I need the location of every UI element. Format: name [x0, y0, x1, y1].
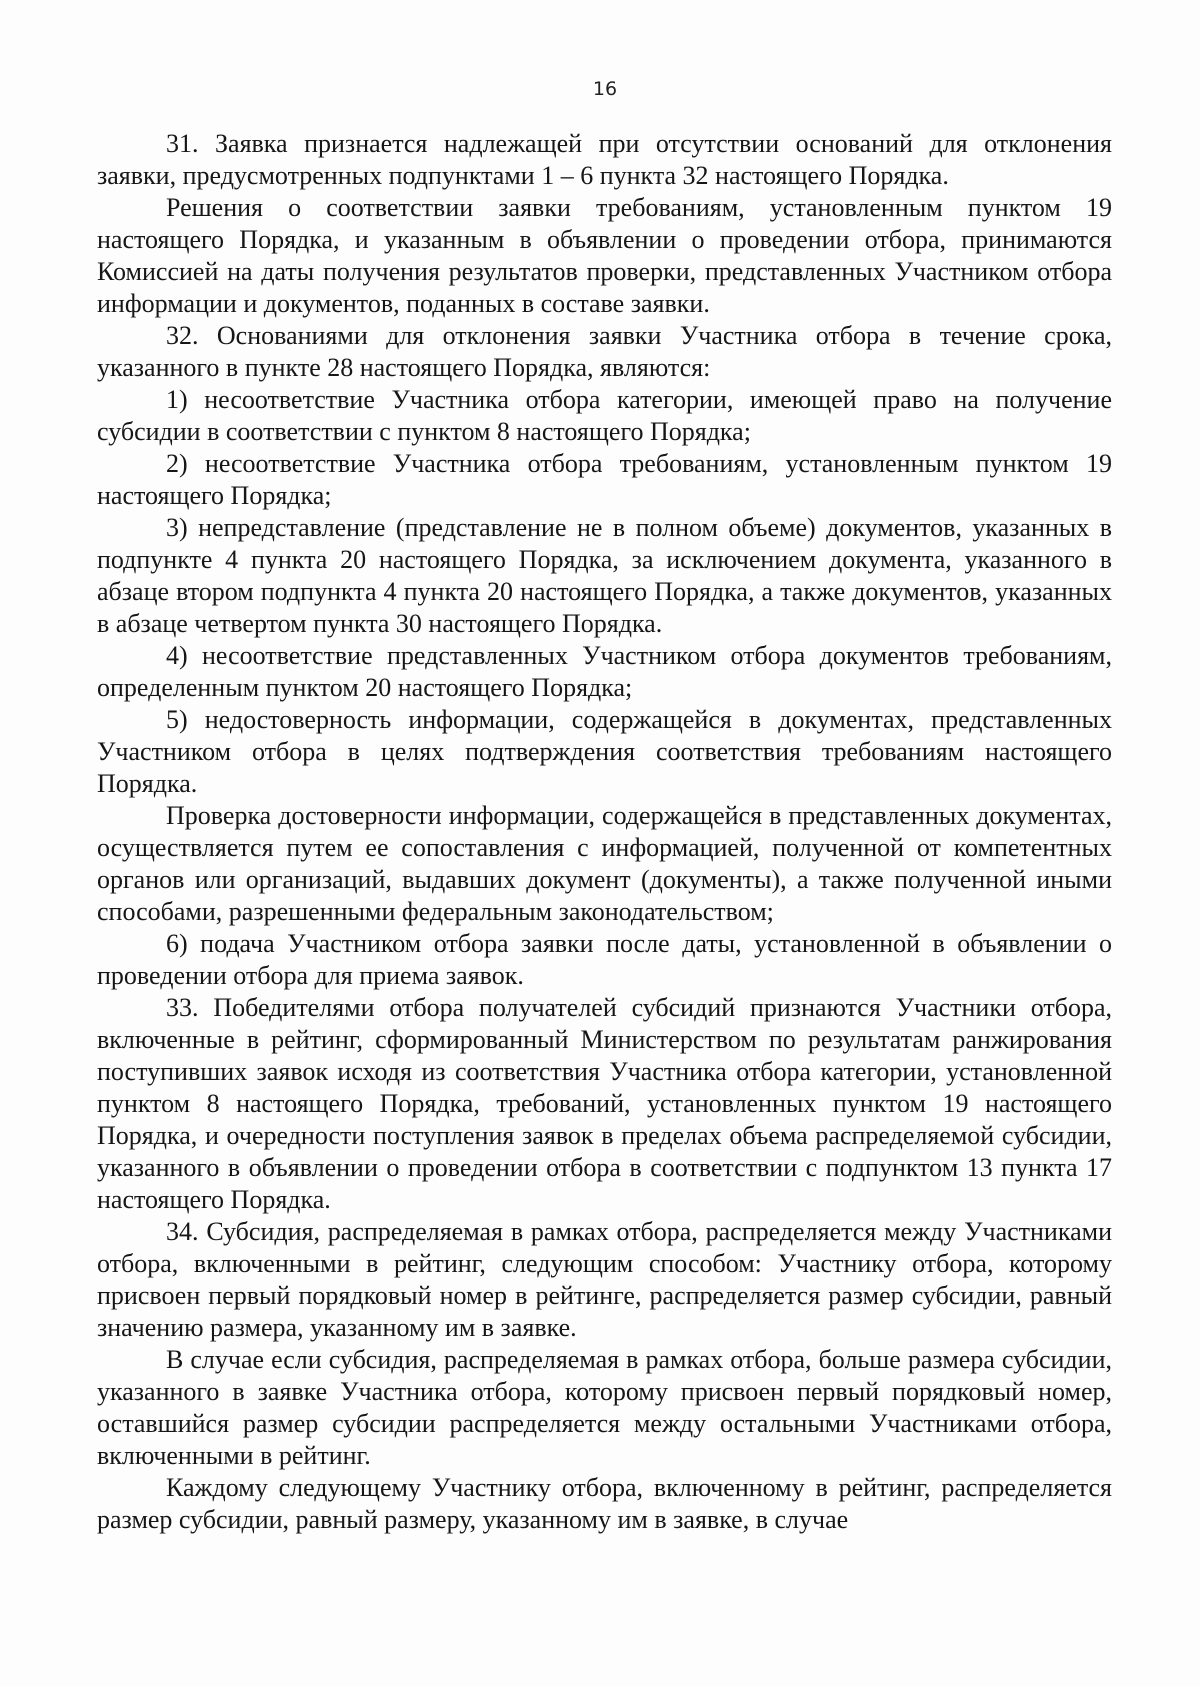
- list-item-4: 4) несоответствие представленных Участником отбора документов требованиям, определенным пунктом 20 настоящего Порядка;: [97, 641, 1112, 702]
- paragraph-34: 34. Субсидия, распределяемая в рамках отбора, распределяется между Участниками отбора, включенными в рейтинг, следующим способом: Участнику отбора, которому присвоен первый порядковый номер в рейтинге, распределяется размер субсидии, равный значению размера, указанному им в заявке.: [97, 1217, 1112, 1342]
- list-item-5: 5) недостоверность информации, содержащейся в документах, представленных Участником отбора в целях подтверждения соответствия требованиям настоящего Порядка.: [97, 705, 1112, 798]
- list-item-3: 3) непредставление (представление не в полном объеме) документов, указанных в подпункте 4 пункта 20 настоящего Порядка, за исключением документа, указанного в абзаце втором подпункта 4 пункта 20 настоящего Порядка, а также документов, указанных в абзаце четвертом пункта 30 настоящего Порядка.: [97, 513, 1112, 638]
- paragraph-33: 33. Победителями отбора получателей субсидий признаются Участники отбора, включенные в рейтинг, сформированный Министерством по результатам ранжирования поступивших заявок исходя из соответствия Участника отбора категории, установленной пунктом 8 настоящего Порядка, требований, установленных пунктом 19 настоящего Порядка, и очередности поступления заявок в пределах объема распределяемой субсидии, указанного в объявлении о проведении отбора в соответствии с подпунктом 13 пункта 17 настоящего Порядка.: [97, 993, 1112, 1214]
- list-item-6: 6) подача Участником отбора заявки после даты, установленной в объявлении о проведении отбора для приема заявок.: [97, 929, 1112, 990]
- paragraph-32: 32. Основаниями для отклонения заявки Участника отбора в течение срока, указанного в пункте 28 настоящего Порядка, являются:: [97, 321, 1112, 382]
- paragraph-decisions: Решения о соответствии заявки требованиям, установленным пунктом 19 настоящего Порядка, и указанным в объявлении о проведении отбора, принимаются Комиссией на даты получения результатов проверки, представленных Участником отбора информации и документов, поданных в составе заявки.: [97, 193, 1112, 318]
- paragraph-31: 31. Заявка признается надлежащей при отсутствии оснований для отклонения заявки, предусмотренных подпунктами 1 – 6 пункта 32 настоящего Порядка.: [97, 129, 1112, 190]
- paragraph-remaining-subsidy: В случае если субсидия, распределяемая в рамках отбора, больше размера субсидии, указанного в заявке Участника отбора, которому присвоен первый порядковый номер, оставшийся размер субсидии распределяется между остальными Участниками отбора, включенными в рейтинг.: [97, 1345, 1112, 1470]
- paragraph-next-participant: Каждому следующему Участнику отбора, включенному в рейтинг, распределяется размер субсидии, равный размеру, указанному им в заявке, в случае: [97, 1473, 1112, 1534]
- list-item-2: 2) несоответствие Участника отбора требованиям, установленным пунктом 19 настоящего Порядка;: [97, 449, 1112, 510]
- document-body: [97, 128, 1112, 1536]
- list-item-1: 1) несоответствие Участника отбора категории, имеющей право на получение субсидии в соответствии с пунктом 8 настоящего Порядка;: [97, 385, 1112, 446]
- paragraph-verification: Проверка достоверности информации, содержащейся в представленных документах, осуществляется путем ее сопоставления с информацией, полученной от компетентных органов или организаций, выдавших документ (документы), а также полученной иными способами, разрешенными федеральным законодательством;: [97, 801, 1112, 926]
- page-number: 16: [592, 78, 618, 100]
